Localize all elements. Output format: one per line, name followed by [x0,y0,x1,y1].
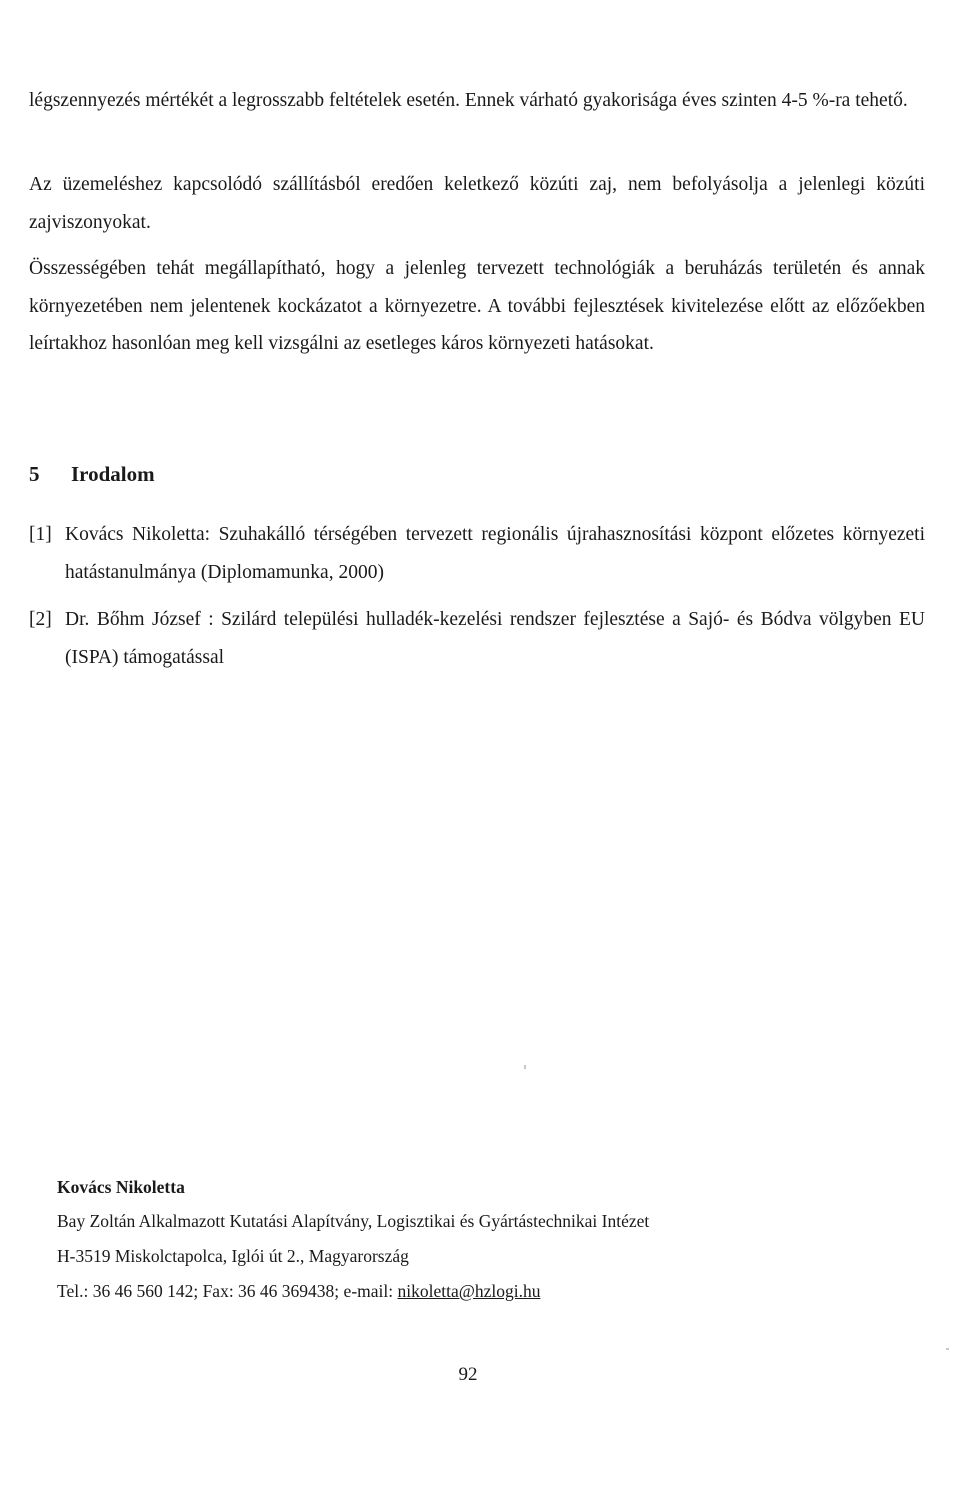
reference-number: [1] [29,524,52,545]
section-title: Irodalom [71,462,155,486]
body-paragraph-3: Összességében tehát megállapítható, hogy a jelenleg tervezett technológiák a beruházás területén és annak környezetében nem jelentenek kockázatot a környezetre. A további fejlesztések kivitelezése előtt az előzőekben leírtakhoz hasonlóan meg kell vizsgálni az esetleges káros környezeti hatásokat. [29,258,925,354]
scan-speck [524,1065,526,1069]
page-number: 92 [458,1364,478,1385]
reference-item-2 [29,601,925,676]
reference-text: Kovács Nikoletta: Szuhakálló térségében tervezett regionális újrahasznosítási központ előzetes környezeti hatástanulmánya (Diplomamunka, 2000) [65,524,925,583]
author-contact-details: Tel.: 36 46 560 142; Fax: 36 46 369438; e-mail: [57,1281,398,1301]
scan-speck [946,1348,949,1350]
author-name: Kovács Nikoletta [57,1177,185,1197]
body-paragraph-1: légszennyezés mértékét a legrosszabb feltételek esetén. Ennek várható gyakorisága éves szinten 4-5 %-ra tehető. [29,90,908,111]
reference-number: [2] [29,609,52,630]
section-number: 5 [29,462,40,486]
reference-item-1 [29,516,925,591]
author-address: H-3519 Miskolctapolca, Iglói út 2., Magyarország [57,1246,409,1266]
body-paragraph-2: Az üzemeléshez kapcsolódó szállításból eredően keletkező közúti zaj, nem befolyásolja a jelenlegi közúti zajviszonyokat. [29,174,925,233]
author-contact [57,1274,877,1309]
section-heading [29,462,155,487]
reference-text: Dr. Bőhm József : Szilárd települési hulladék-kezelési rendszer fejlesztése a Sajó- és Bódva völgyben EU (ISPA) támogatással [65,609,925,668]
author-email-link[interactable]: nikoletta@hzlogi.hu [397,1281,541,1301]
author-organization: Bay Zoltán Alkalmazott Kutatási Alapítvány, Logisztikai és Gyártástechnikai Intézet [57,1211,650,1231]
